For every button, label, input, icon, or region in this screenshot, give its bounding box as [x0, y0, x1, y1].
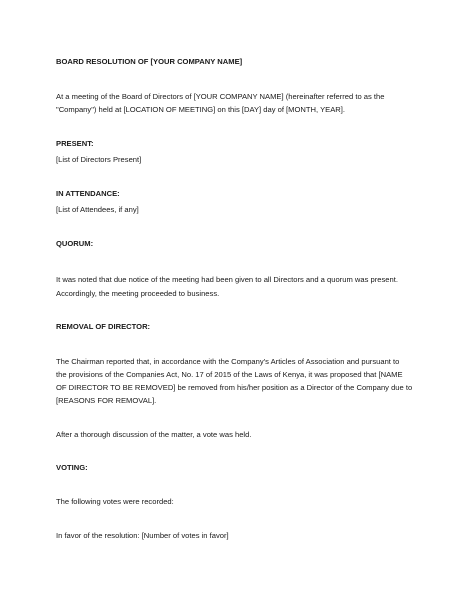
present-text: [List of Directors Present]	[56, 155, 142, 164]
in-attendance-text: [List of Attendees, if any]	[56, 205, 139, 214]
removal-line-2: the provisions of the Companies Act, No. 17 of 2015 of the Laws of Kenya, it was proposed that [NAME	[56, 370, 403, 379]
intro-line-2: "Company") held at [LOCATION OF MEETING] on this [DAY] day of [MONTH, YEAR].	[56, 105, 345, 114]
voting-intro: The following votes were recorded:	[56, 497, 174, 506]
removal-after-text: After a thorough discussion of the matter, a vote was held.	[56, 430, 252, 439]
document-title: BOARD RESOLUTION OF [YOUR COMPANY NAME]	[56, 57, 243, 66]
voting-heading: VOTING:	[56, 463, 88, 472]
voting-in-favor: In favor of the resolution: [Number of votes in favor]	[56, 531, 229, 540]
removal-line-3: OF DIRECTOR TO BE REMOVED] be removed from his/her position as a Director of the Company due to	[56, 383, 413, 392]
removal-line-4: [REASONS FOR REMOVAL].	[56, 396, 157, 405]
removal-line-1: The Chairman reported that, in accordance with the Company's Articles of Association and pursuant to	[56, 357, 400, 366]
intro-line-1: At a meeting of the Board of Directors of [YOUR COMPANY NAME] (hereinafter referred to as the	[56, 92, 385, 101]
quorum-line-2: Accordingly, the meeting proceeded to business.	[56, 289, 220, 298]
present-heading: PRESENT:	[56, 139, 94, 148]
removal-heading: REMOVAL OF DIRECTOR:	[56, 322, 151, 331]
in-attendance-heading: IN ATTENDANCE:	[56, 189, 120, 198]
quorum-heading: QUORUM:	[56, 239, 94, 248]
quorum-line-1: It was noted that due notice of the meeting had been given to all Directors and a quorum was present.	[56, 275, 398, 284]
